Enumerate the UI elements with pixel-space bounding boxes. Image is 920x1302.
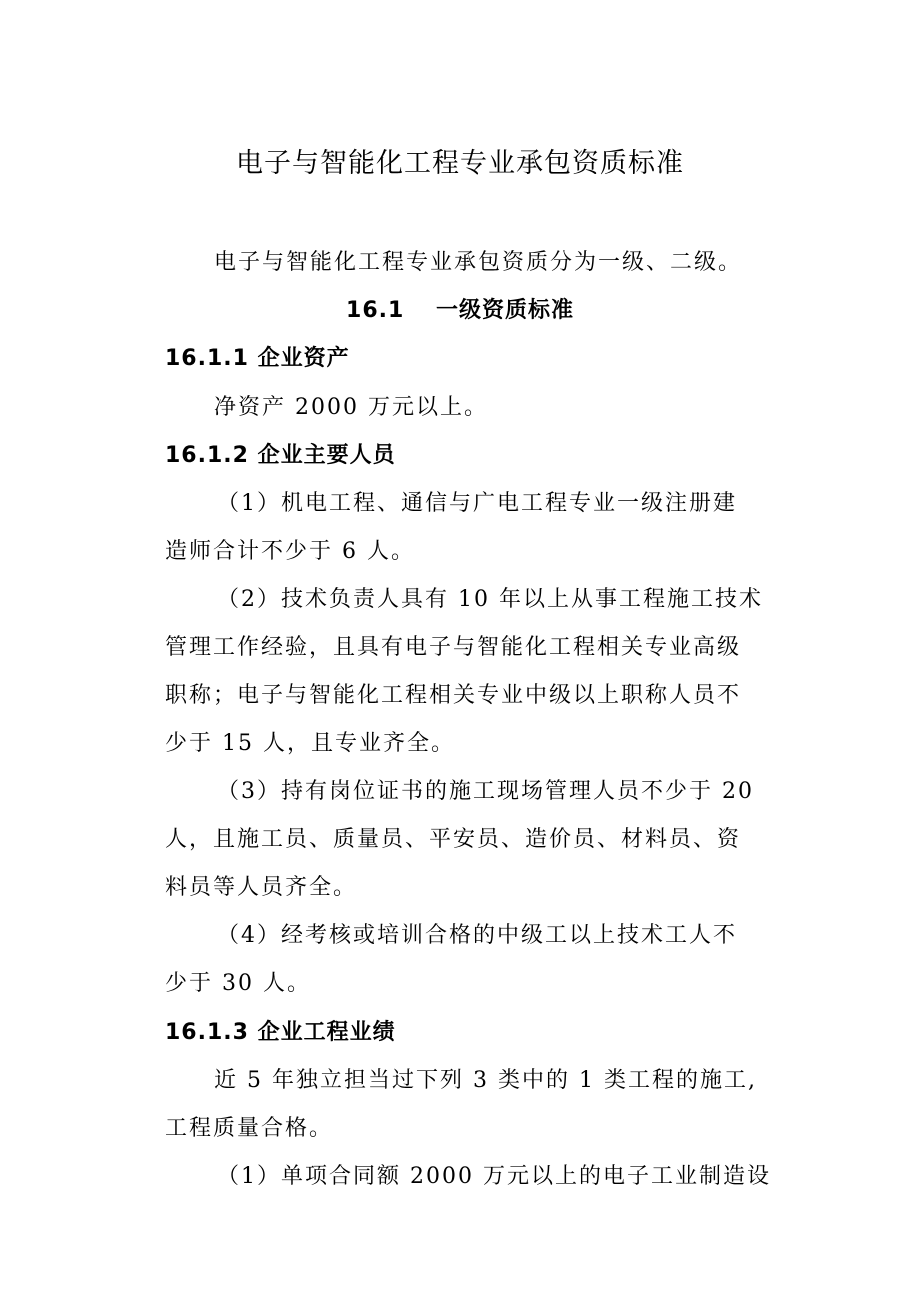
personnel-item-4-line-2: 少于 30 人。: [165, 971, 311, 996]
performance-text-line-2: 工程质量合格。: [165, 1116, 334, 1141]
personnel-item-4-line-1: （4）经考核或培训合格的中级工以上技术工人不: [217, 923, 737, 948]
performance-text-line-1: 近 5 年独立担当过下列 3 类中的 1 类工程的施工,: [214, 1068, 757, 1093]
personnel-item-3-line-2: 人，且施工员、质量员、平安员、造价员、材料员、资: [165, 827, 742, 852]
subsection-heading-performance: 16.1.3 企业工程业绩: [165, 1020, 396, 1045]
personnel-item-2-line-3: 职称；电子与智能化工程相关专业中级以上职称人员不: [165, 683, 742, 708]
personnel-item-2-line-2: 管理工作经验，且具有电子与智能化工程相关专业高级: [165, 635, 742, 660]
personnel-item-2-line-1: （2）技术负责人具有 10 年以上从事工程施工技术: [217, 587, 763, 612]
personnel-item-1-line-2: 造师合计不少于 6 人。: [165, 539, 415, 564]
document-title: 电子与智能化工程专业承包资质标准: [236, 148, 684, 179]
performance-item-1-line-1: （1）单项合同额 2000 万元以上的电子工业制造设: [217, 1164, 771, 1189]
subsection-heading-personnel: 16.1.2 企业主要人员: [165, 443, 396, 468]
subsection-heading-assets: 16.1.1 企业资产: [165, 346, 350, 371]
personnel-item-2-line-4: 少于 15 人，且专业齐全。: [165, 731, 455, 756]
section-heading: 16.1 一级资质标准: [346, 298, 574, 323]
personnel-item-1-line-1: （1）机电工程、通信与广电工程专业一级注册建: [217, 491, 737, 516]
personnel-item-3-line-1: （3）持有岗位证书的施工现场管理人员不少于 20: [217, 779, 754, 804]
assets-text: 净资产 2000 万元以上。: [214, 395, 488, 420]
intro-paragraph: 电子与智能化工程专业承包资质分为一级、二级。: [214, 250, 743, 275]
personnel-item-3-line-3: 料员等人员齐全。: [165, 875, 358, 900]
